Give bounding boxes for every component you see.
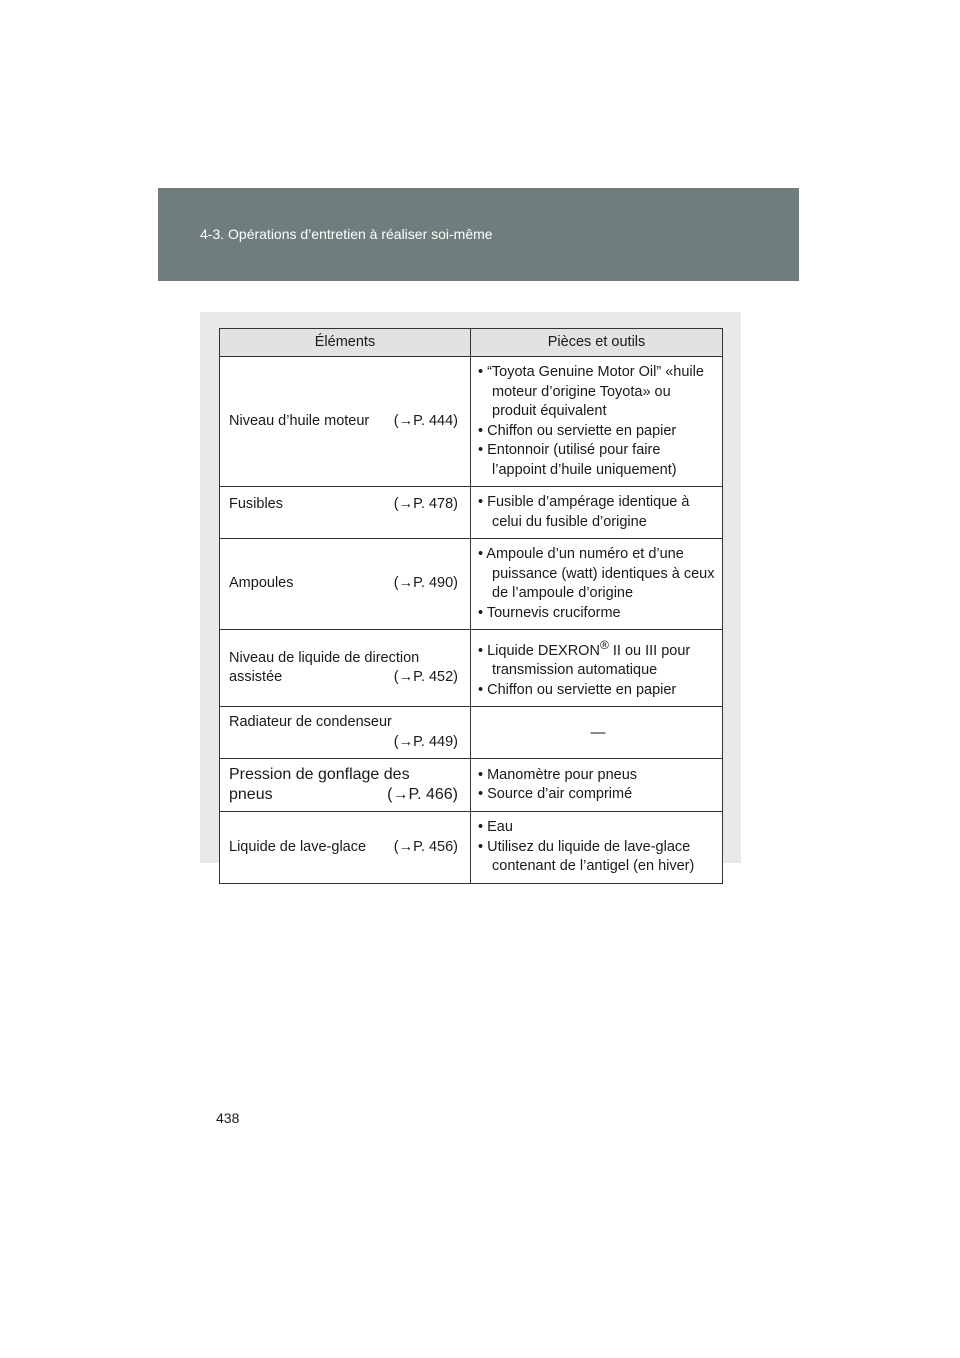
item-label: Pression de gonflage des xyxy=(229,766,410,784)
table-row xyxy=(220,759,723,812)
parts-list-item: • Utilisez du liquide de lave-glace contenant de l’antigel (en hiver) xyxy=(478,838,695,875)
column-header-items: Éléments xyxy=(220,329,471,357)
parts-list-item: • Manomètre pour pneus xyxy=(478,766,638,783)
item-cell xyxy=(220,812,471,884)
parts-list-item: • Fusible d’ampérage identique à celui du fusible d’origine xyxy=(478,494,690,530)
page-reference: (→P. 478) xyxy=(393,496,458,512)
table-panel xyxy=(200,312,741,875)
table-row xyxy=(220,539,723,630)
item-label: assistée xyxy=(229,669,283,686)
parts-cell xyxy=(471,630,723,707)
item-cell xyxy=(220,630,471,707)
empty-dash: — xyxy=(590,724,606,742)
table-row xyxy=(220,487,723,539)
item-label: Liquide de lave-glace xyxy=(229,838,367,855)
item-label: Niveau de liquide de direction xyxy=(229,649,420,666)
item-label: Ampoules xyxy=(229,575,294,592)
parts-list-item: • Chiffon ou serviette en papier xyxy=(478,422,677,439)
section-header xyxy=(158,188,799,281)
parts-cell xyxy=(471,357,723,487)
item-cell xyxy=(220,707,471,759)
item-label: Fusibles xyxy=(229,496,283,512)
item-cell xyxy=(220,357,471,487)
parts-list-item: • Ampoule d’un numéro et d’une puissance (watt) identiques à ceux de l’ampoule d’origine xyxy=(478,546,715,601)
item-label: pneus xyxy=(229,786,273,804)
item-label: Niveau d’huile moteur xyxy=(229,412,370,429)
section-title: 4-3. Opérations d’entretien à réaliser soi-même xyxy=(200,226,493,242)
parts-cell xyxy=(471,487,723,539)
column-header-parts: Pièces et outils xyxy=(471,329,723,357)
item-cell xyxy=(220,539,471,630)
page-reference: (→P. 452) xyxy=(393,669,458,686)
item-label: Radiateur de condenseur xyxy=(229,714,392,731)
parts-cell xyxy=(471,707,723,759)
parts-list-item: • “Toyota Genuine Motor Oil” «huile moteur d’origine Toyota» ou produit équivalent xyxy=(478,364,704,419)
page-reference: (→P. 466) xyxy=(387,786,458,804)
parts-cell xyxy=(471,539,723,630)
item-cell xyxy=(220,487,471,539)
parts-text: II ou III pour transmission automatique xyxy=(492,642,691,679)
parts-list-item: • Source d’air comprimé xyxy=(478,786,633,803)
table-row xyxy=(220,707,723,759)
parts-list-item: • Tournevis cruciforme xyxy=(478,604,621,621)
table-row xyxy=(220,630,723,707)
page-reference: (→P. 490) xyxy=(393,575,458,592)
page-reference: (→P. 456) xyxy=(393,838,458,855)
parts-cell xyxy=(471,812,723,884)
maintenance-table xyxy=(219,328,723,884)
registered-mark: ® xyxy=(599,638,609,652)
table-row xyxy=(220,812,723,884)
parts-list-item: • Entonnoir (utilisé pour faire l’appoint d’huile uniquement) xyxy=(478,442,677,478)
parts-list-item: • Eau xyxy=(478,819,513,836)
page-reference: (→P. 444) xyxy=(393,412,458,429)
parts-cell xyxy=(471,759,723,812)
item-cell xyxy=(220,759,471,812)
page-number: 438 xyxy=(216,1110,240,1126)
table-header-row xyxy=(220,329,723,357)
parts-text: • Liquide DEXRON xyxy=(478,642,600,659)
page-reference: (→P. 449) xyxy=(393,733,458,750)
parts-list-item xyxy=(478,636,718,681)
table-row xyxy=(220,357,723,487)
parts-list-item: • Chiffon ou serviette en papier xyxy=(478,681,677,698)
